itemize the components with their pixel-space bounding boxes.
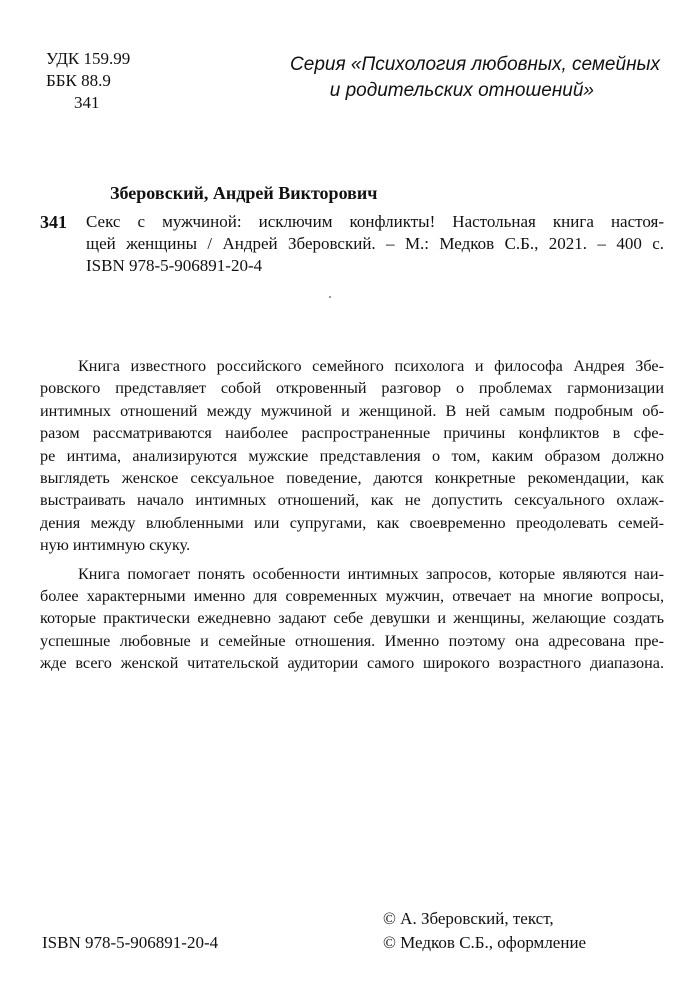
abstract-line: ную интимную скуку. — [40, 536, 191, 555]
abstract-line: более характерными именно для современных мужчин, отвечает на многие вопросы, — [40, 587, 664, 606]
abstract-line: успешные любовные и семейные отношения. Именно поэтому она адресована пре- — [40, 631, 664, 650]
series-title-line-2: и родительских отношений» — [329, 80, 594, 101]
abstract-line: выглядеть женское сексуальное поведение, даются конкретные рекомендации, как — [40, 469, 664, 488]
copyright-author: © А. Зберовский, текст, — [383, 909, 554, 928]
bibliographic-description — [86, 211, 664, 277]
series-title-line-1: Серия «Психология любовных, семейных — [290, 54, 660, 75]
abstract-line: жде всего женской читательской аудитории самого широкого возрастного диапазона. — [40, 654, 664, 673]
abstract-line: которые практически ежедневно задают себе девушки и женщины, желающие создать — [40, 609, 664, 628]
abstract-line: выстраивать начало интимных отношений, как не допустить сексуального охлаж- — [40, 491, 664, 510]
book-abstract — [40, 355, 664, 675]
bib-description-line-1: Секс с мужчиной: исключим конфликты! Настольная книга настоя- — [86, 212, 664, 231]
footer-isbn: ISBN 978-5-906891-20-4 — [42, 933, 219, 952]
copyright-publisher: © Медков С.Б., оформление — [383, 933, 587, 952]
catalog-card-number: 341 — [40, 212, 67, 232]
abstract-line: Книга известного российского семейного психолога и философа Андрея Збе- — [78, 357, 664, 375]
series-title — [220, 52, 660, 104]
bbk-code: ББК 88.9 — [46, 71, 111, 90]
print-speck — [329, 296, 331, 298]
bib-isbn: ISBN 978-5-906891-20-4 — [86, 256, 263, 275]
abstract-paragraph-2 — [40, 563, 664, 675]
abstract-line: интимных отношений между мужчиной и женщиной. В ней самым подробным об- — [40, 401, 664, 420]
abstract-line: Книга помогает понять особенности интимных запросов, которые являются наи- — [78, 564, 664, 583]
author-mark: 341 — [74, 93, 100, 112]
classification-codes — [46, 48, 130, 114]
author-heading: Зберовский, Андрей Викторович — [110, 183, 378, 203]
abstract-paragraph-1 — [40, 355, 664, 557]
bib-description-line-2: щей женщины / Андрей Зберовский. – М.: Медков С.Б., 2021. – 400 с. — [86, 234, 664, 253]
abstract-line: ровского представляет собой откровенный разговор о проблемах гармонизации — [40, 379, 664, 398]
abstract-line: разом рассматриваются наиболее распространенные причины конфликтов в сфе- — [40, 424, 664, 443]
abstract-line: дения между влюбленными или супругами, как своевременно преодолевать семей- — [40, 513, 664, 532]
abstract-line: ре интима, анализируются мужские представления о том, каким образом должно — [40, 446, 664, 465]
copyright-notice — [383, 907, 586, 955]
udc-code: УДК 159.99 — [46, 49, 131, 68]
